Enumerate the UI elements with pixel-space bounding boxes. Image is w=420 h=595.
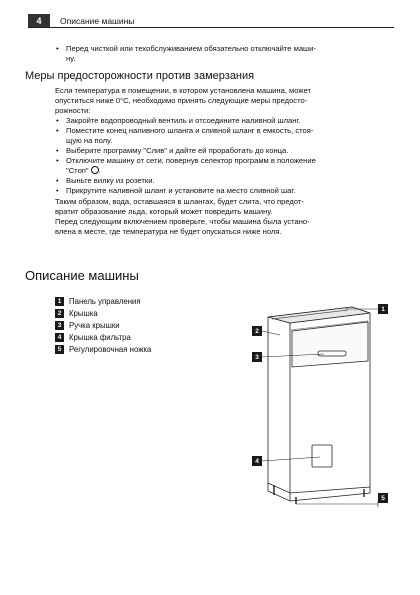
frost-bullet: Отключите машину от сети, повернув селектор программ в положение [66,156,316,165]
bullet-dot: • [56,146,59,155]
bullet-dot: • [56,156,59,165]
intro-bullet-line: ну. [66,54,76,63]
legend-item [55,321,120,330]
frost-bullet: Поместите конец наливного шланга и сливной шланг в емкость, стоя- [66,126,314,135]
callout-4: 4 [252,456,262,466]
callout-5: 5 [378,493,388,503]
bullet-dot: • [56,44,59,53]
frost-bullet-cont: щую на полу. [66,136,113,145]
bullet-dot: • [56,116,59,125]
frost-bullet-cont: "Стоп" . [66,166,101,175]
frost-para-line: опуститься ниже 0°C, необходимо принять следующие меры предосто- [55,96,308,105]
legend-label: Крышка [69,309,98,318]
legend-number-badge: 1 [55,297,64,306]
frost-para-line: Если температура в помещении, в котором установлена машина, может [55,86,311,95]
legend-number-badge: 2 [55,309,64,318]
callout-3: 3 [252,352,262,362]
legend-number-badge: 4 [55,333,64,342]
frost-bullet: Выберите программу "Слив" и дайте ей проработать до конца. [66,146,289,155]
legend-label: Ручка крышки [69,321,120,330]
legend-item [55,309,98,318]
legend-label: Крышка фильтра [69,333,131,342]
bullet-dot: • [56,176,59,185]
frost-bullet: Закройте водопроводный вентиль и отсоедините наливной шланг. [66,116,301,125]
frost-outro-line: вратит образование льда, который может повредить машину. [55,207,273,216]
section-heading-description: Описание машины [25,268,139,283]
stop-circle-icon [91,166,99,174]
frost-outro-line: влена в месте, где температура не будет опускаться ниже ноля. [55,227,282,236]
frost-para-line: рожности: [55,106,91,115]
bullet-dot: • [56,126,59,135]
stop-label: "Стоп" [66,166,89,175]
frost-bullet: Прикрутите наливной шланг и установите на место сливной шаг. [66,186,296,195]
legend-number-badge: 5 [55,345,64,354]
page-number: 4 [28,14,50,27]
intro-bullet-line: Перед чисткой или техобслуживанием обязательно отключайте маши- [66,44,316,53]
header-title: Описание машины [60,15,135,26]
legend-item [55,345,151,354]
frost-outro-line: Перед следующим включением проверьте, чтобы машина была устано- [55,217,310,226]
bullet-dot: • [56,186,59,195]
frost-bullet: Выньте вилку из розетки. [66,176,155,185]
callout-2: 2 [252,326,262,336]
page-header [28,14,394,28]
frost-outro-line: Таким образом, вода, оставшаяся в шлангах, будет слита, что предот- [55,197,304,206]
legend-label: Регулировочная ножка [69,345,152,354]
legend-label: Панель управления [69,297,141,306]
legend-item [55,333,131,342]
washing-machine-illustration [240,295,400,510]
legend-item [55,297,141,306]
callout-1: 1 [378,304,388,314]
legend-number-badge: 3 [55,321,64,330]
section-heading-frost: Меры предосторожности против замерзания [25,70,255,82]
